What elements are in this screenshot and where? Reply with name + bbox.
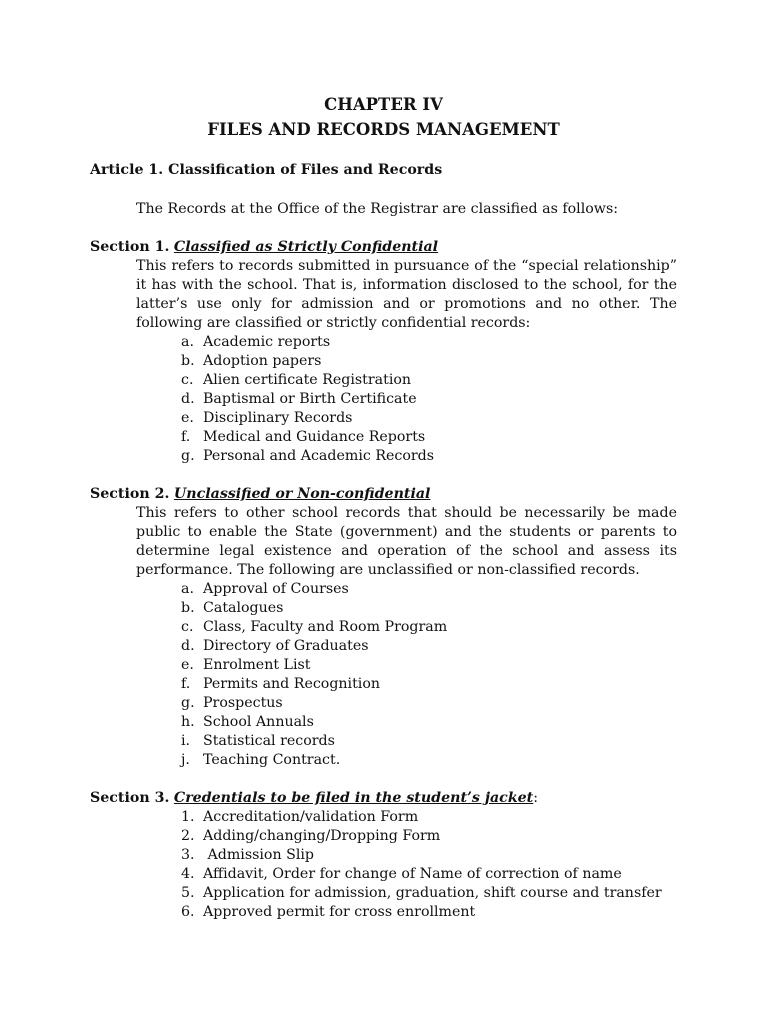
list-item-text: Enrolment List bbox=[203, 657, 311, 673]
list-item bbox=[181, 409, 677, 428]
list-item-text: Disciplinary Records bbox=[203, 410, 353, 426]
section-list bbox=[90, 808, 677, 922]
list-item-text: Alien certificate Registration bbox=[203, 372, 412, 388]
list-item-text: Baptismal or Birth Certificate bbox=[203, 391, 417, 407]
document-page bbox=[90, 92, 677, 922]
list-item-text: Academic reports bbox=[203, 334, 331, 350]
chapter-number: CHAPTER IV bbox=[324, 95, 443, 114]
list-item bbox=[181, 846, 677, 865]
list-item-text: Approval of Courses bbox=[203, 581, 349, 597]
list-marker: a. bbox=[181, 334, 194, 350]
section-list bbox=[90, 580, 677, 770]
section-heading bbox=[90, 485, 677, 504]
list-marker: g. bbox=[181, 448, 195, 464]
list-item bbox=[181, 808, 677, 827]
list-item bbox=[181, 637, 677, 656]
list-marker: h. bbox=[181, 714, 195, 730]
list-item-text: Directory of Graduates bbox=[203, 638, 369, 654]
list-item bbox=[181, 599, 677, 618]
section-body: This refers to records submitted in pursuance of the “special relationship” it has with the school. That is, information disclosed to the school, for the latter’s use only for admission and or promotions and no other. The following are classified or strictly confidential records: bbox=[136, 258, 677, 331]
list-item bbox=[181, 713, 677, 732]
section-list bbox=[90, 333, 677, 466]
list-marker: c. bbox=[181, 372, 194, 388]
list-item bbox=[181, 675, 677, 694]
section-heading bbox=[90, 789, 677, 808]
list-item-text: School Annuals bbox=[203, 714, 314, 730]
list-item bbox=[181, 390, 677, 409]
article-heading: Article 1. Classification of Files and Records bbox=[90, 162, 443, 178]
list-marker: b. bbox=[181, 353, 195, 369]
list-marker: f. bbox=[181, 429, 191, 445]
list-marker: f. bbox=[181, 676, 191, 692]
list-item bbox=[181, 352, 677, 371]
list-marker: e. bbox=[181, 410, 194, 426]
list-item-text: Adding/changing/Dropping Form bbox=[203, 828, 441, 844]
section-label: Section 1. bbox=[90, 239, 170, 255]
list-item-text: Adoption papers bbox=[203, 353, 322, 369]
list-marker: g. bbox=[181, 695, 195, 711]
list-item bbox=[181, 694, 677, 713]
list-item-text: Application for admission, graduation, shift course and transfer bbox=[203, 885, 662, 901]
article-intro: The Records at the Office of the Registrar are classified as follows: bbox=[136, 201, 619, 217]
list-item-text: Statistical records bbox=[203, 733, 335, 749]
list-marker: 3. bbox=[181, 847, 195, 863]
list-item bbox=[181, 751, 677, 770]
chapter-title: FILES AND RECORDS MANAGEMENT bbox=[207, 120, 560, 139]
sections-container bbox=[90, 238, 677, 922]
list-marker: b. bbox=[181, 600, 195, 616]
section-title: Unclassified or Non-confidential bbox=[173, 486, 431, 502]
section-label: Section 3. bbox=[90, 790, 170, 806]
list-item-text: Accreditation/validation Form bbox=[203, 809, 419, 825]
list-marker: 4. bbox=[181, 866, 195, 882]
section-title: Credentials to be filed in the student’s jacket bbox=[173, 790, 534, 806]
list-item bbox=[181, 865, 677, 884]
list-item-text: Teaching Contract. bbox=[203, 752, 341, 768]
list-item-text: Admission Slip bbox=[203, 847, 314, 863]
list-item bbox=[181, 827, 677, 846]
list-item bbox=[181, 903, 677, 922]
list-item bbox=[181, 371, 677, 390]
list-item-text: Catalogues bbox=[203, 600, 284, 616]
list-marker: a. bbox=[181, 581, 194, 597]
list-item bbox=[181, 428, 677, 447]
list-item bbox=[181, 580, 677, 599]
list-marker: 6. bbox=[181, 904, 195, 920]
list-marker: i. bbox=[181, 733, 191, 749]
list-marker: c. bbox=[181, 619, 194, 635]
section-body: This refers to other school records that should be necessarily be made public to enable the State (government) and the students or parents to determine legal existence and operation of the school and assess its performance. The following are unclassified or non-classified records. bbox=[136, 505, 677, 578]
list-marker: d. bbox=[181, 638, 195, 654]
list-item-text: Medical and Guidance Reports bbox=[203, 429, 426, 445]
section-heading bbox=[90, 238, 677, 257]
list-item-text: Prospectus bbox=[203, 695, 283, 711]
list-item-text: Permits and Recognition bbox=[203, 676, 380, 692]
list-item bbox=[181, 618, 677, 637]
list-item bbox=[181, 884, 677, 903]
list-item bbox=[181, 732, 677, 751]
list-marker: 2. bbox=[181, 828, 195, 844]
list-item-text: Personal and Academic Records bbox=[203, 448, 435, 464]
list-item bbox=[181, 333, 677, 352]
list-marker: 1. bbox=[181, 809, 195, 825]
list-marker: e. bbox=[181, 657, 194, 673]
section-title-suffix: : bbox=[533, 790, 539, 806]
list-item bbox=[181, 656, 677, 675]
list-marker: 5. bbox=[181, 885, 195, 901]
list-item-text: Class, Faculty and Room Program bbox=[203, 619, 448, 635]
list-item-text: Affidavit, Order for change of Name of correction of name bbox=[203, 866, 622, 882]
list-marker: d. bbox=[181, 391, 195, 407]
list-item-text: Approved permit for cross enrollment bbox=[203, 904, 476, 920]
list-marker: j. bbox=[181, 752, 190, 768]
section-label: Section 2. bbox=[90, 486, 170, 502]
list-item bbox=[181, 447, 677, 466]
section-title: Classified as Strictly Confidential bbox=[173, 239, 439, 255]
